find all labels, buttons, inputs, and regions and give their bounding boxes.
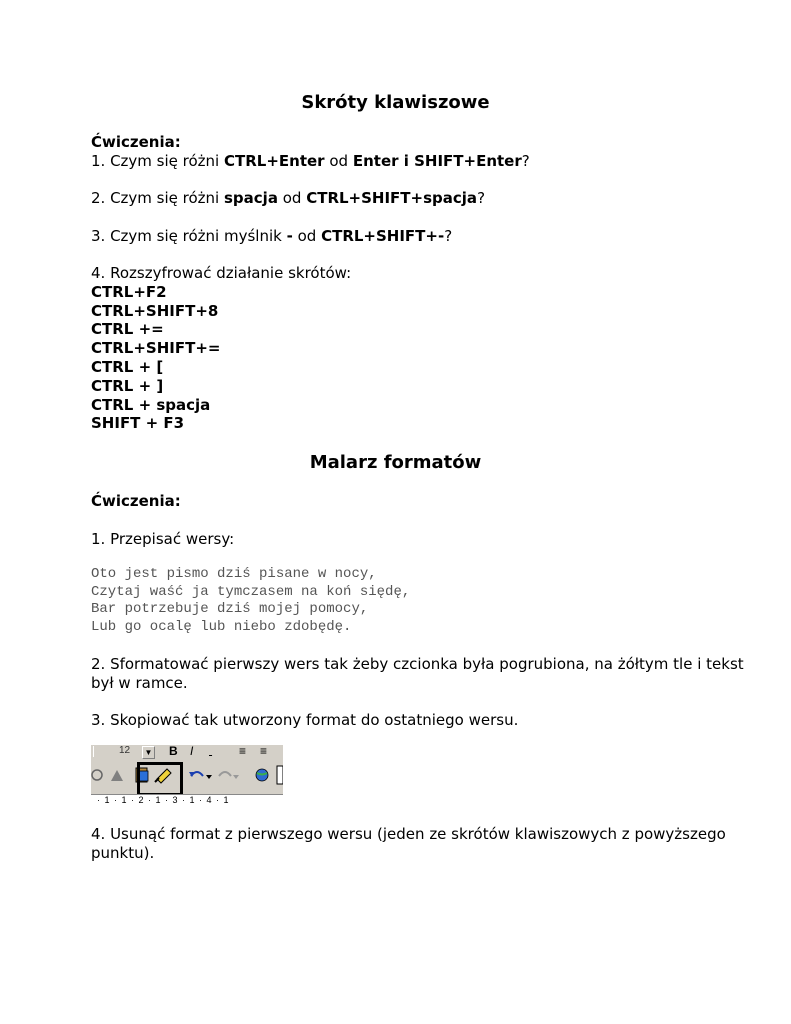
question-2 [91,189,485,208]
shortcut-item: SHIFT + F3 [91,414,185,432]
spellcheck-icon [92,770,102,780]
shortcut-item: CTRL+SHIFT+8 [91,302,219,320]
q1-bold-2: Enter i SHIFT+Enter [352,152,522,170]
q1-suffix: ? [521,152,530,170]
shortcut-item: CTRL+SHIFT+= [91,339,221,357]
q1-bold-1: CTRL+Enter [224,152,325,170]
q1-mid: od [324,152,353,170]
exercises-label-2: Ćwiczenia: [91,492,181,510]
q3-bold-2: CTRL+SHIFT+- [321,227,445,245]
italic-button: I [190,745,194,758]
ruler [91,794,283,806]
ruler-text: · 1 · 1 · 2 · 1 · 3 · 1 · 4 · 1 [97,795,230,805]
question-3 [91,227,452,246]
chevron-down-icon: ▼ [142,746,155,759]
exercise-2-line-2: był w ramce. [91,674,188,692]
q3-bold-1: - [286,227,293,245]
align-center-icon: ≡ [260,745,268,758]
q2-bold-2: CTRL+SHIFT+spacja [306,189,478,207]
exercise-2-line-1: 2. Sformatować pierwszy wers tak żeby czcionka była pogrubiona, na żółtym tle i tekst [91,655,744,673]
font-size-value: 12 [119,745,131,756]
shortcut-item: CTRL + ] [91,377,164,395]
redo-icon [219,772,239,779]
toolbar-icons [91,762,283,788]
q2-suffix: ? [477,189,486,207]
q2-bold-1: spacja [224,189,278,207]
toolbar-separator [93,746,100,757]
section-title-shortcuts: Skróty klawiszowe [301,92,490,113]
verse-line: Czytaj waść ja tymczasem na koń siędę, [91,584,411,600]
shortcut-item: CTRL + spacja [91,396,211,414]
section-title-format-painter: Malarz formatów [309,452,482,473]
q2-mid: od [277,189,307,207]
q3-prefix: 3. Czym się różni myślnik [91,227,287,245]
format-painter-highlight-frame [137,762,183,796]
shortcut-item: CTRL+F2 [91,283,167,301]
q2-prefix: 2. Czym się różni [91,189,224,207]
exercise-1: 1. Przepisać wersy: [91,530,235,548]
align-left-icon: ≡ [239,745,247,758]
undo-icon [189,772,212,779]
shortcut-item: CTRL + [ [91,358,164,376]
exercise-4-line-2: punktu). [91,844,155,862]
shortcut-item: CTRL += [91,320,164,338]
question-1 [91,152,530,171]
web-icon [256,769,268,781]
toolbar-screenshot [91,745,283,806]
exercises-label: Ćwiczenia: [91,133,181,151]
toolbar-formatting-row [91,745,283,759]
verse-line: Lub go ocalę lub niebo zdobędę. [91,619,352,635]
q3-mid: od [292,227,322,245]
verse-line: Bar potrzebuje dziś mojej pomocy, [91,601,369,617]
bold-button: B [169,745,178,758]
q1-prefix: 1. Czym się różni [91,152,224,170]
exercise-3: 3. Skopiować tak utworzony format do ostatniego wersu. [91,711,519,729]
copy-icon [111,770,123,781]
q3-suffix: ? [444,227,453,245]
toolbar-standard-row [91,762,283,788]
exercise-4-line-1: 4. Usunąć format z pierwszego wersu (jeden ze skrótów klawiszowych z powyższego [91,825,726,843]
underline-button [209,745,212,757]
verse-line: Oto jest pismo dziś pisane w nocy, [91,566,377,582]
question-4: 4. Rozszyfrować działanie skrótów: [91,264,352,282]
